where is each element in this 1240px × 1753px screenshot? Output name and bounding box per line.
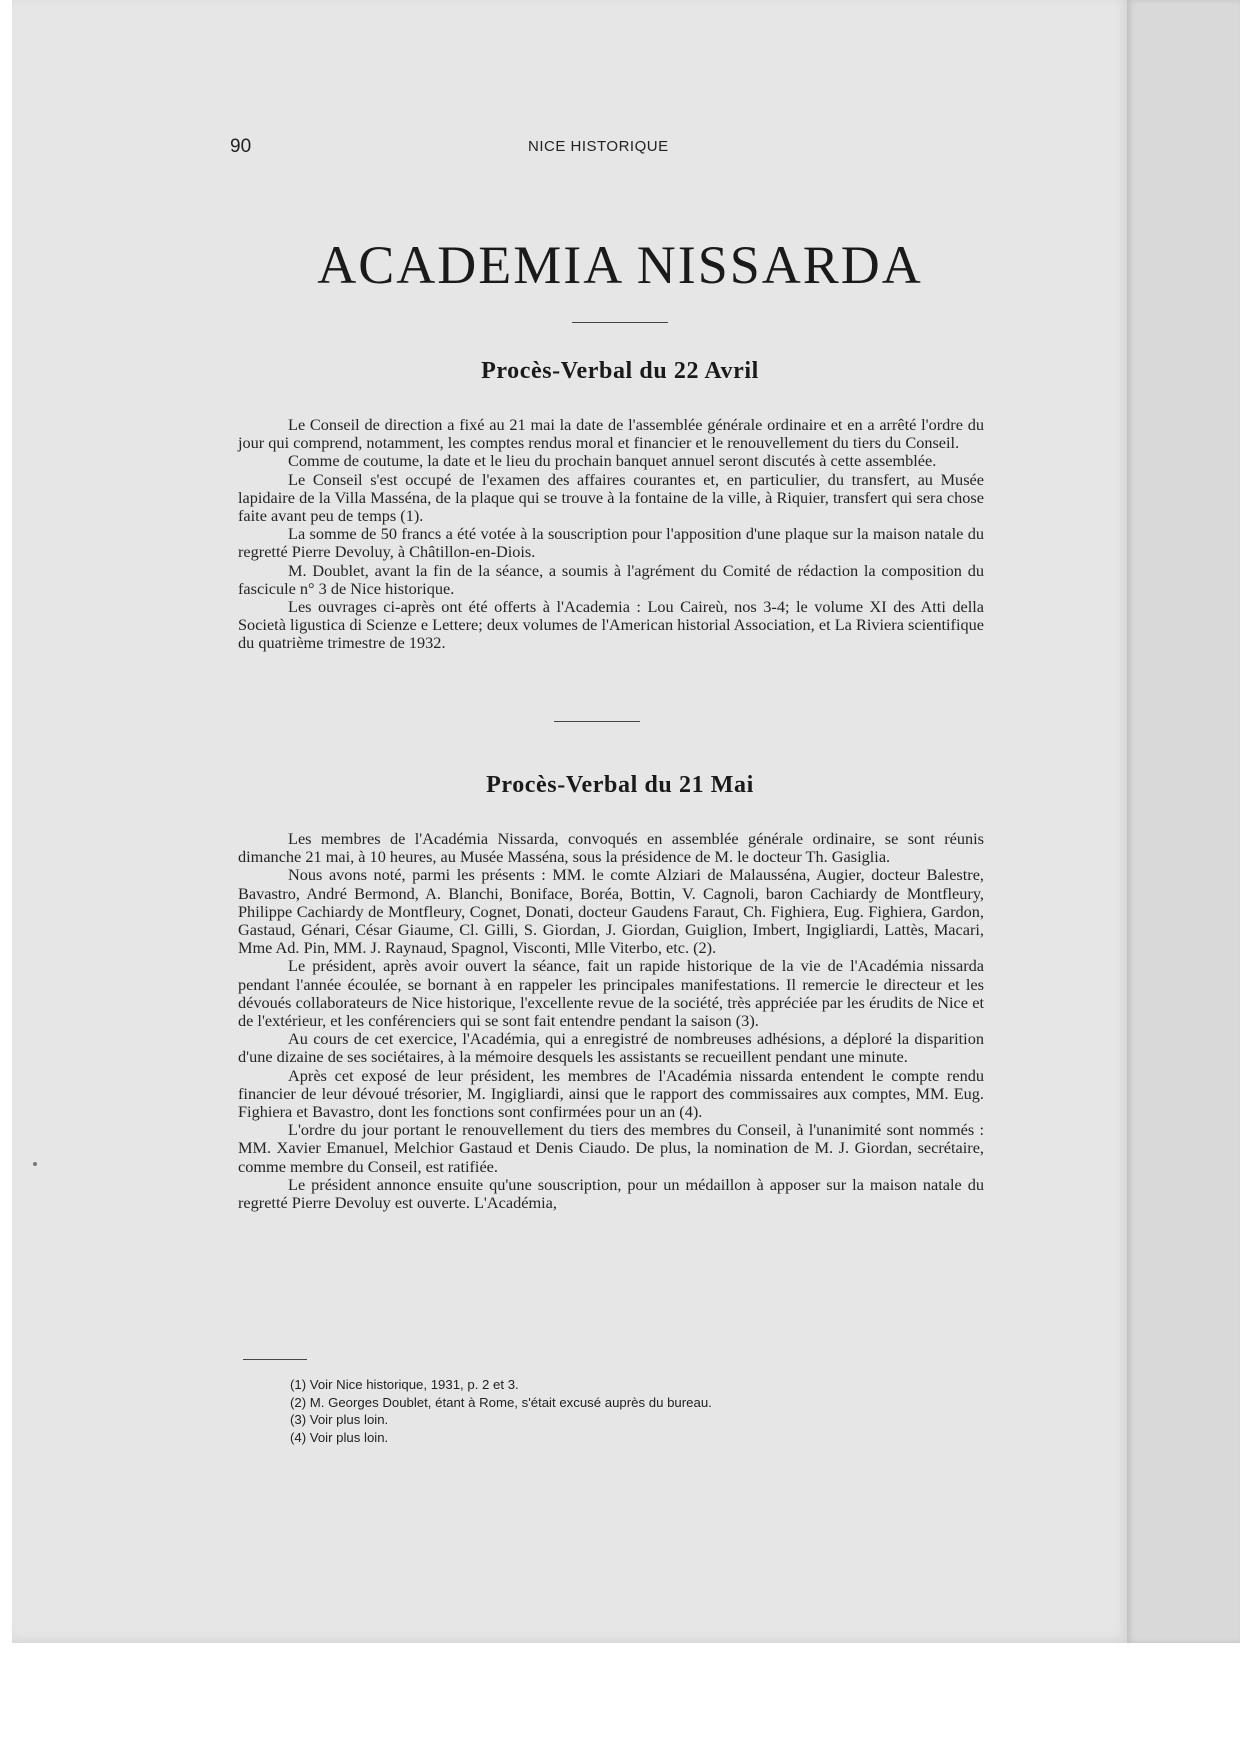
page-number: 90 — [230, 136, 252, 157]
paragraph: Après cet exposé de leur président, les membres de l'Académia nissarda entendent le compte rendu financier de leur dévoué trésorier, M. Ingigliardi, ainsi que le rapport des commissaires aux comptes, MM. Eug. Fighiera et Bavastro, dont les fonctions sont confirmées pour un an (4). — [238, 1065, 984, 1122]
title-divider — [572, 322, 668, 323]
paragraph: La somme de 50 francs a été votée à la souscription pour l'apposition d'une plaque sur la maison natale du regretté Pierre Devoluy, à Châtillon-en-Diois. — [238, 524, 984, 562]
paragraph: Le Conseil s'est occupé de l'examen des affaires courantes et, en particulier, du transfert, au Musée lapidaire de la Villa Masséna, de la plaque qui se trouve à la fontaine de la ville, à Riquier, transfert qui sera chose faite avant peu de temps (1). — [238, 469, 984, 526]
paragraph: Nous avons noté, parmi les présents : MM. le comte Alziari de Malausséna, Augier, docteur Balestre, Bavastro, André Bermond, A. Blanchi, Boniface, Boréa, Bottin, V. Cagnoli, baron Cachiardy de Montfleury, Philippe Cachiardy de Montfleury, Cognet, Donati, docteur Gaudens Faraut, Ch. Fighiera, Eug. Fighiera, Gardon, Gastaud, Génari, César Giaume, Cl. Gilli, S. Giordan, J. Giordan, Guiglion, Imbert, Ingigliardi, Lattès, Macari, Mme Ad. Pin, MM. J. Raynaud, Spagnol, Visconti, Mlle Viterbo, etc. (2). — [238, 865, 984, 958]
running-header — [0, 136, 1240, 158]
footnotes — [290, 1376, 990, 1446]
paragraph: M. Doublet, avant la fin de la séance, a soumis à l'agrément du Comité de rédaction la composition du fascicule n° 3 de Nice historique. — [238, 560, 984, 598]
footnote: (2) M. Georges Doublet, étant à Rome, s'était excusé auprès du bureau. — [290, 1394, 712, 1410]
section-heading-avril: Procès-Verbal du 22 Avril — [481, 358, 759, 384]
margin-mark — [33, 1162, 37, 1166]
paragraph: Au cours de cet exercice, l'Académia, qui a enregistré de nombreuses adhésions, a déploré la disparition d'une dizaine de ses sociétaires, à la mémoire desquels les assistants se recueillent pendant une minute. — [238, 1029, 984, 1067]
section-heading-mai: Procès-Verbal du 21 Mai — [486, 772, 754, 798]
footnote: (1) Voir Nice historique, 1931, p. 2 et 3. — [290, 1377, 519, 1392]
section-body-mai — [238, 830, 984, 1212]
paragraph: Le président, après avoir ouvert la séance, fait un rapide historique de la vie de l'Académia nissarda pendant l'année écoulée, se bornant à en rappeler les principales manifestations. Il remercie le directeur et les dévoués collaborateurs de Nice historique, l'excellente revue de la société, très appréciée par les érudits de Nice et de l'extérieur, et les conférenciers qui se sont fait entendre pendant la saison (3). — [238, 956, 984, 1031]
paragraph: Le Conseil de direction a fixé au 21 mai la date de l'assemblée générale ordinaire et en a arrêté l'ordre du jour qui comprend, notamment, les comptes rendus moral et financier et le renouvellement du tiers du Conseil. — [238, 415, 984, 453]
paragraph: Les ouvrages ci-après ont été offerts à l'Academia : Lou Caireù, nos 3-4; le volume XI des Atti della Società ligustica di Scienze e Lettere; deux volumes de l'American historial Association, et La Riviera scientifique du quatrième trimestre de 1932. — [238, 597, 984, 653]
scan-margin — [0, 1643, 1240, 1753]
section-divider — [554, 721, 640, 722]
paragraph: Le président annonce ensuite qu'une souscription, pour un médaillon à apposer sur la maison natale du regretté Pierre Devoluy est ouverte. L'Académia, — [238, 1174, 984, 1213]
paragraph: L'ordre du jour portant le renouvellement du tiers des membres du Conseil, à l'unanimité sont nommés : MM. Xavier Emanuel, Melchior Gastaud et Denis Ciaudo. De plus, la nomination de M. J. Giordan, secrétaire, comme membre du Conseil, est ratifiée. — [238, 1120, 984, 1176]
page-title: ACADEMIA NISSARDA — [317, 235, 923, 295]
section-body-avril — [238, 416, 984, 653]
footnote: (3) Voir plus loin. — [290, 1412, 389, 1427]
footnote-divider — [243, 1359, 307, 1360]
paragraph: Les membres de l'Académia Nissarda, convoqués en assemblée générale ordinaire, se sont réunis dimanche 21 mai, à 10 heures, au Musée Masséna, sous la présidence de M. le docteur Th. Gasiglia. — [238, 829, 984, 867]
paragraph: Comme de coutume, la date et le lieu du prochain banquet annuel seront discutés à cette assemblée. — [288, 451, 937, 471]
footnote: (4) Voir plus loin. — [290, 1429, 389, 1445]
journal-name: NICE HISTORIQUE — [528, 138, 669, 155]
